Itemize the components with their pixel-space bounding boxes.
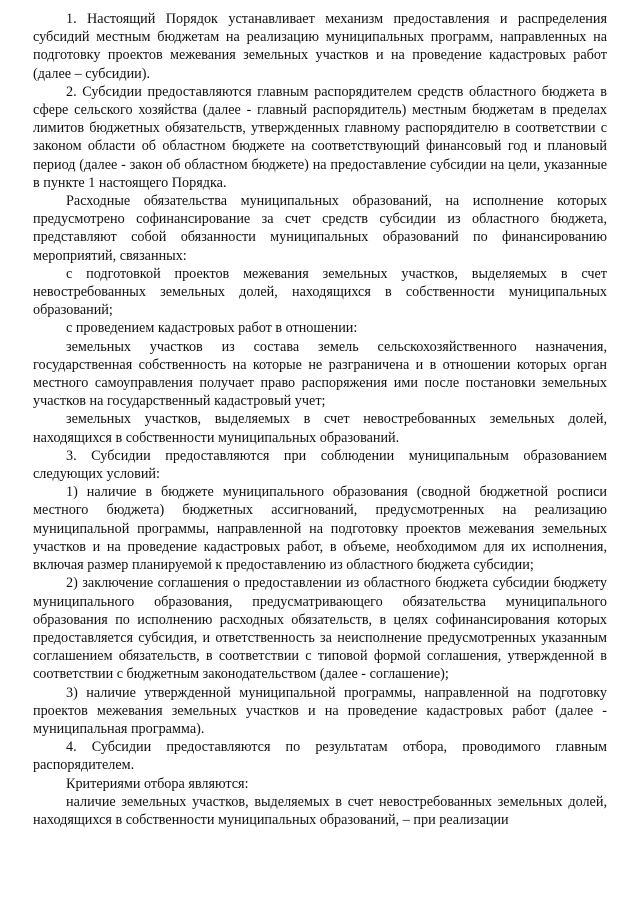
paragraph-10: 2) заключение соглашения о предоставлении из областного бюджета субсидии бюджету муниципального образования, предусматривающего обязательства муниципального образования по исполнению расходных обязательств, в целях софинансирования которых предоставляется субсидия, и ответственность за неисполнение предусмотренных указанным соглашением обязательств, в соответствии с типовой формой соглашения, утвержденной в соответствии с бюджетным законодательством (далее - соглашение);	[33, 575, 607, 683]
paragraph-13: Критериями отбора являются:	[66, 775, 249, 792]
paragraph-12: 4. Субсидии предоставляются по результатам отбора, проводимого главным распорядителем.	[33, 739, 607, 774]
paragraph-6: земельных участков из состава земель сельскохозяйственного назначения, государственная собственность на которые не разграничена и в отношении которых орган местного самоуправления получает право распоряжения ими после постановки земельных участков на государственный кадастровый учет;	[33, 338, 607, 410]
paragraph-11: 3) наличие утвержденной муниципальной программы, направленной на подготовку проектов межевания земельных участков и на проведение кадастровых работ (далее - муниципальная программа).	[33, 684, 607, 737]
paragraph-14: наличие земельных участков, выделяемых в счет невостребованных земельных долей, находящихся в собственности муниципальных образований, – при реализации	[33, 793, 607, 828]
paragraph-7: земельных участков, выделяемых в счет невостребованных земельных долей, находящихся в собственности муниципальных образований.	[33, 411, 607, 446]
paragraph-2: 2. Субсидии предоставляются главным распорядителем средств областного бюджета в сфере сельского хозяйства (далее - главный распорядитель) местным бюджетам в пределах лимитов бюджетных обязательств, утвержденных главному распорядителю в соответствии с законом области об областном бюджете на соответствующий финансовый год и плановый период (далее - закон об областном бюджете) на предоставление субсидии на цели, указанные в пункте 1 настоящего Порядка.	[33, 83, 607, 191]
paragraph-5: с проведением кадастровых работ в отношении:	[66, 320, 358, 337]
document-page	[33, 10, 607, 829]
paragraph-8: 3. Субсидии предоставляются при соблюдении муниципальным образованием следующих условий:	[33, 447, 607, 483]
paragraph-1: 1. Настоящий Порядок устанавливает механизм предоставления и распределения субсидий местным бюджетам на реализацию муниципальных программ, направленных на подготовку проектов межевания земельных участков и на проведение кадастровых работ (далее – субсидии).	[33, 11, 607, 82]
paragraph-9: 1) наличие в бюджете муниципального образования (сводной бюджетной росписи местного бюджета) бюджетных ассигнований, предусмотренных на реализацию муниципальной программы, направленной на подготовку проектов межевания земельных участков и на проведение кадастровых работ, в объеме, необходимом для их исполнения, включая размер планируемой к предоставлению из областного бюджета субсидии;	[33, 484, 607, 574]
paragraph-3: Расходные обязательства муниципальных образований, на исполнение которых предусмотрено софинансирование за счет средств субсидии из областного бюджета, представляют собой обязанности муниципальных образований по финансированию мероприятий, связанных:	[33, 193, 607, 264]
paragraph-4: с подготовкой проектов межевания земельных участков, выделяемых в счет невостребованных земельных долей, находящихся в собственности муниципальных образований;	[33, 265, 607, 319]
